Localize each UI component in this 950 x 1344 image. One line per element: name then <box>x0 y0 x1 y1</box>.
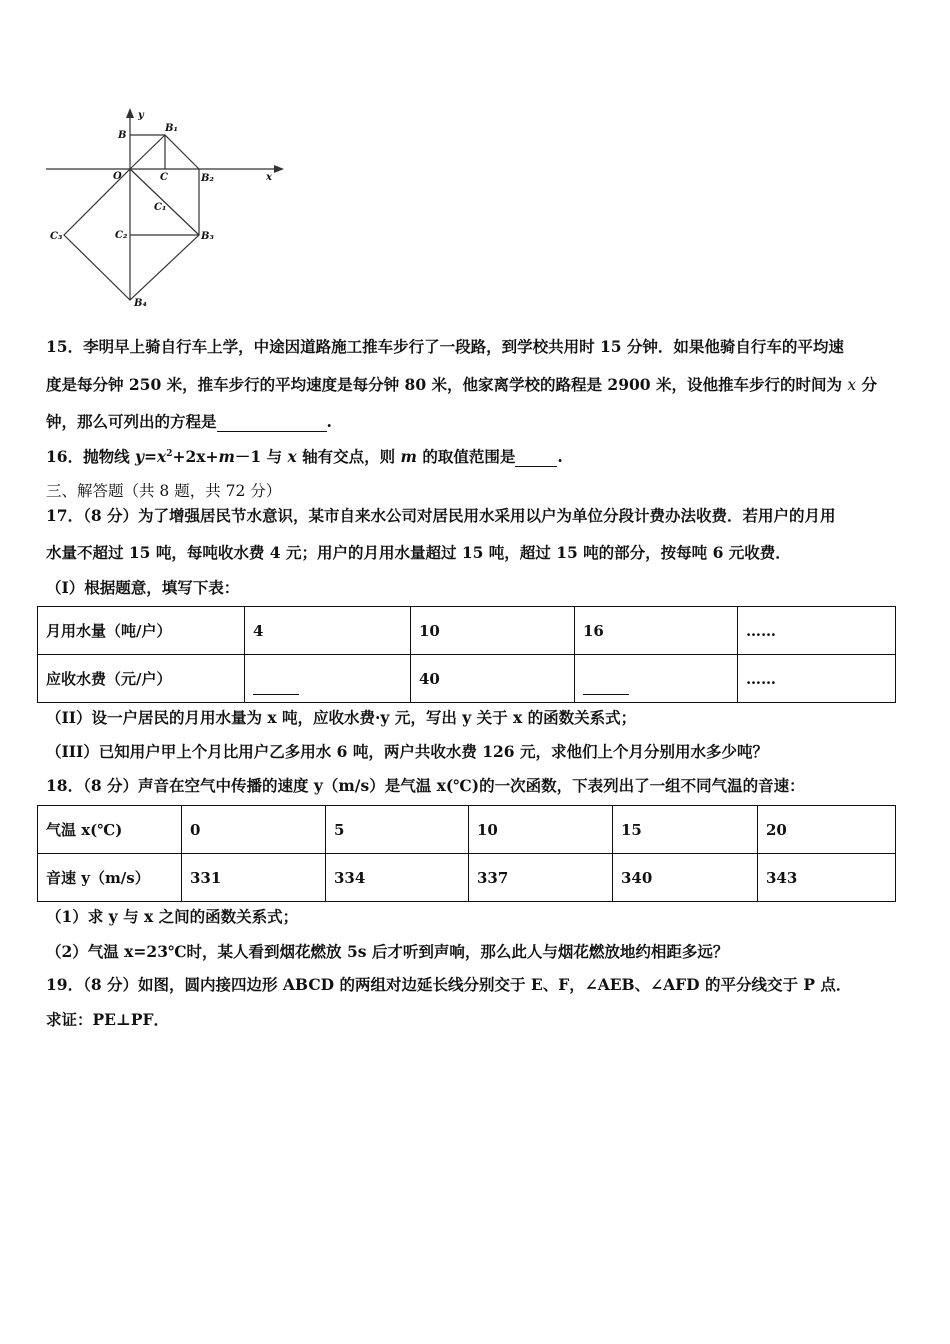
q15-line1: 15．李明早上骑自行车上学，中途因道路施工推车步行了一段路，到学校共用时 15 分钟．如果他骑自行车的平均速 <box>46 337 844 356</box>
table-cell: 334 <box>326 854 469 902</box>
y-axis-arrow <box>126 108 134 118</box>
q15-line3: 钟，那么可列出的方程是 . <box>46 412 332 431</box>
q16-line: 16．抛物线 $y=x^2+2x+m-1$ 与 x 轴有交点，则 m 的取值范围是 . <box>46 447 563 466</box>
table-cell: 音速 y（m/s） <box>38 854 182 902</box>
q17-part3: （III）已知用户甲上个月比用户乙多用水 6 吨，两户共收水费 126 元，求他们上个月分别用水多少吨？ <box>46 742 768 761</box>
answer-blank[interactable] <box>217 412 327 432</box>
q17-part1: （I）根据题意，填写下表： <box>46 578 240 597</box>
q15-line2: 度是每分钟 250 米，推车步行的平均速度是每分钟 80 米，他家离学校的路程是 2900 米，设他推车步行的时间为 x 分 <box>46 375 877 394</box>
label-C: C <box>160 172 168 183</box>
table-cell: 应收水费（元/户） <box>38 655 245 703</box>
q17-line1: 17．（8 分）为了增强居民节水意识，某市自来水公司对居民用水采用以户为单位分段计费办法收费．若用户的月用 <box>46 506 836 525</box>
label-y: y <box>138 110 144 121</box>
table-cell: 5 <box>326 806 469 854</box>
sound-speed-table <box>37 805 896 902</box>
table-cell: 337 <box>469 854 613 902</box>
label-B: B <box>118 130 127 141</box>
answer-blank[interactable] <box>515 447 557 467</box>
table-cell: …… <box>738 607 896 655</box>
table-cell: …… <box>738 655 896 703</box>
label-B2: B₂ <box>201 173 214 184</box>
label-C2: C₂ <box>115 230 128 241</box>
segment-O-B1 <box>130 135 165 169</box>
q17-part2: （II）设一户居民的月用水量为 x 吨，应收水费·y 元，写出 y 关于 x 的函数关系式； <box>46 708 637 727</box>
water-fee-table <box>37 606 896 703</box>
table-cell: 0 <box>182 806 326 854</box>
label-O: O <box>113 171 122 182</box>
q19-line1: 19．（8 分）如图，圆内接四边形 ABCD 的两组对边延长线分别交于 E、F，∠AEB、∠AFD 的平分线交于 P 点． <box>46 975 852 994</box>
table-cell: 4 <box>245 607 411 655</box>
section-heading: 三、解答题（共 8 题，共 72 分） <box>46 482 282 500</box>
table-cell: 气温 x(℃) <box>38 806 182 854</box>
table-cell: 16 <box>575 607 738 655</box>
x-axis-arrow <box>274 165 284 173</box>
table-cell: 月用水量（吨/户） <box>38 607 245 655</box>
label-B3: B₃ <box>201 231 214 242</box>
q18-part1: （1）求 y 与 x 之间的函数关系式； <box>46 907 299 926</box>
table-cell: 15 <box>613 806 758 854</box>
label-C1: C₁ <box>154 202 167 213</box>
label-x: x <box>266 172 272 183</box>
q18-part2: （2）气温 x=23℃时，某人看到烟花燃放 5s 后才听到声响，那么此人与烟花燃放地约相距多远？ <box>46 942 729 961</box>
table-cell: 340 <box>613 854 758 902</box>
table-cell: 331 <box>182 854 326 902</box>
table-cell: 343 <box>758 854 896 902</box>
table-cell: 20 <box>758 806 896 854</box>
coordinate-figure <box>40 105 290 310</box>
table-cell: 10 <box>469 806 613 854</box>
q17-line2: 水量不超过 15 吨，每吨收水费 4 元；用户的月用水量超过 15 吨，超过 15 吨的部分，按每吨 6 元收费． <box>46 543 791 562</box>
label-C3: C₃ <box>50 231 63 242</box>
q18-line1: 18．（8 分）声音在空气中传播的速度 y（m/s）是气温 x(℃)的一次函数，下表列出了一组不同气温的音速： <box>46 776 805 795</box>
label-B4: B₄ <box>134 298 147 309</box>
table-cell: 40 <box>411 655 575 703</box>
q19-line2: 求证：PE⊥PF． <box>46 1010 170 1029</box>
label-B1: B₁ <box>165 123 178 134</box>
table-cell: 10 <box>411 607 575 655</box>
table-cell-blank[interactable] <box>245 655 411 703</box>
table-cell-blank[interactable] <box>575 655 738 703</box>
